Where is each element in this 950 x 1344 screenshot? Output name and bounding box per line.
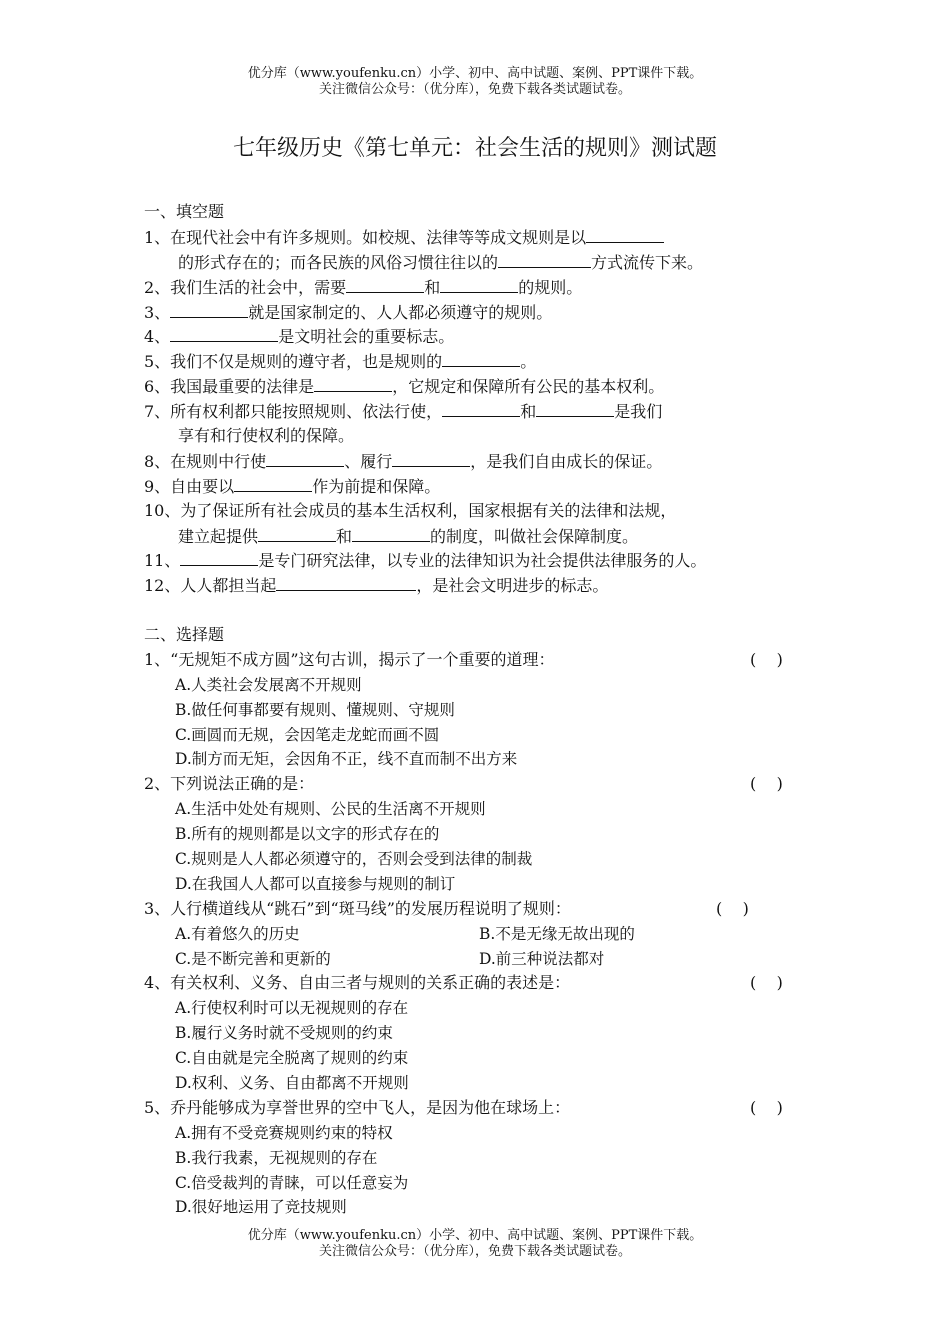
header-line-1: 优分库（www.youfenku.cn）小学、初中、高中试题、案例、PPT课件下载。	[247, 66, 703, 81]
option-item[interactable]: A.人类社会发展离不开规则	[175, 675, 362, 694]
option-item[interactable]: A.行使权利时可以无视规则的存在	[175, 999, 409, 1018]
option-item[interactable]: B.我行我素，无视规则的存在	[175, 1148, 378, 1167]
question-1: 1、在现代社会中有许多规则。如校规、法律等等成文规则是以	[144, 225, 834, 250]
section-heading: 二、选择题	[144, 625, 225, 644]
question-11: 11、 是专门研究法律，以专业的法律知识为社会提供法律服务的人。	[144, 548, 834, 573]
answer-blank[interactable]	[392, 449, 470, 467]
answer-parens[interactable]: ( )	[750, 649, 783, 669]
option-item[interactable]: A.拥有不受竞赛规则约束的特权	[175, 1123, 393, 1142]
option-item[interactable]: B.所有的规则都是以文字的形式存在的	[175, 825, 440, 844]
question-5: 5、我们不仅是规则的遵守者，也是规则的 。	[144, 349, 834, 374]
question-12: 12、人人都担当起 ，是社会文明进步的标志。	[144, 573, 834, 598]
question-3: 3、 就是国家制定的、人人都必须遵守的规则。	[144, 300, 834, 325]
choice-section	[144, 623, 834, 1220]
answer-blank[interactable]	[346, 275, 424, 293]
answer-blank[interactable]	[536, 399, 614, 417]
question-4: 4、 是文明社会的重要标志。	[144, 324, 834, 349]
option-item[interactable]: A.有着悠久的历史	[175, 924, 300, 943]
question-7: 7、所有权利都只能按照规则、依法行使， 和 是我们	[144, 399, 834, 424]
footer-line-1: 优分库（www.youfenku.cn）小学、初中、高中试题、案例、PPT课件下载。	[247, 1228, 703, 1243]
footer-line-2: 关注微信公众号：（优分库），免费下载各类试题试卷。	[318, 1244, 631, 1259]
option-row	[144, 947, 834, 972]
option-item[interactable]: C.倍受裁判的青睐，可以任意妄为	[175, 1173, 409, 1192]
option-item[interactable]: C.是不断完善和更新的	[175, 949, 331, 968]
option-item[interactable]: D.前三种说法都对	[479, 949, 605, 968]
option-item[interactable]: C.规则是人人都必须遵守的，否则会受到法律的制裁	[175, 850, 533, 869]
choice-question-2: 2、下列说法正确的是： ( )	[144, 772, 834, 797]
option-item[interactable]: B.做任何事都要有规则、懂规则、守规则	[175, 700, 455, 719]
question-9: 9、自由要以 作为前提和保障。	[144, 474, 834, 499]
answer-parens[interactable]: ( )	[716, 898, 749, 918]
answer-parens[interactable]: ( )	[750, 973, 783, 993]
choice-question-1: 1、“无规矩不成方圆”这句古训，揭示了一个重要的道理： ( )	[144, 648, 834, 673]
option-row	[144, 922, 834, 947]
answer-blank[interactable]	[234, 474, 312, 492]
option-item[interactable]: B.不是无缘无故出现的	[479, 924, 635, 943]
answer-blank[interactable]	[276, 573, 416, 591]
answer-blank[interactable]	[180, 548, 258, 566]
option-item[interactable]: C.画圆而无规，会因笔走龙蛇而画不圆	[175, 725, 440, 744]
page-title: 七年级历史《第七单元：社会生活的规则》测试题	[232, 136, 717, 161]
section-heading: 一、填空题	[144, 202, 225, 221]
answer-blank[interactable]	[314, 374, 392, 392]
answer-blank[interactable]	[440, 275, 518, 293]
choice-question-3: 3、人行横道线从“跳石”到“斑马线”的发展历程说明了规则： ( )	[144, 897, 834, 922]
answer-blank[interactable]	[266, 449, 344, 467]
answer-blank[interactable]	[352, 524, 430, 542]
fill-in-section	[144, 200, 834, 598]
answer-blank[interactable]	[442, 399, 520, 417]
option-item[interactable]: D.在我国人人都可以直接参与规则的制订	[175, 874, 456, 893]
question-10-cont: 建立起提供 和 的制度，叫做社会保障制度。	[144, 524, 834, 549]
option-item[interactable]: D.权利、义务、自由都离不开规则	[175, 1074, 409, 1093]
question-8: 8、在规则中行使 、履行 ，是我们自由成长的保证。	[144, 449, 834, 474]
answer-parens[interactable]: ( )	[750, 1097, 783, 1117]
answer-parens[interactable]: ( )	[750, 774, 783, 794]
answer-blank[interactable]	[170, 324, 278, 342]
question-7-cont: 享有和行使权利的保障。	[178, 426, 355, 446]
option-item[interactable]: B.履行义务时就不受规则的约束	[175, 1024, 393, 1043]
page-header	[0, 66, 950, 98]
choice-question-5: 5、乔丹能够成为享誉世界的空中飞人，是因为他在球场上： ( )	[144, 1096, 834, 1121]
question-2: 2、我们生活的社会中，需要 和 的规则。	[144, 275, 834, 300]
option-item[interactable]: D.制方而无矩，会因角不正，线不直而制不出方来	[175, 750, 518, 769]
page-footer	[0, 1228, 950, 1260]
answer-blank[interactable]	[170, 300, 248, 318]
answer-blank[interactable]	[586, 225, 664, 243]
header-line-2: 关注微信公众号：（优分库），免费下载各类试题试卷。	[318, 82, 631, 97]
answer-blank[interactable]	[442, 349, 520, 367]
question-10: 10、为了保证所有社会成员的基本生活权利，国家根据有关的法律和法规，	[144, 500, 677, 520]
question-6: 6、我国最重要的法律是 ，它规定和保障所有公民的基本权利。	[144, 374, 834, 399]
option-item[interactable]: D.很好地运用了竞技规则	[175, 1198, 347, 1217]
option-item[interactable]: A.生活中处处有规则、公民的生活离不开规则	[175, 800, 486, 819]
choice-question-4: 4、有关权利、义务、自由三者与规则的关系正确的表述是： ( )	[144, 971, 834, 996]
answer-blank[interactable]	[258, 524, 336, 542]
question-1-cont: 的形式存在的；而各民族的风俗习惯往往以的 方式流传下来。	[144, 250, 834, 275]
answer-blank[interactable]	[498, 250, 591, 268]
option-item[interactable]: C.自由就是完全脱离了规则的约束	[175, 1049, 409, 1068]
